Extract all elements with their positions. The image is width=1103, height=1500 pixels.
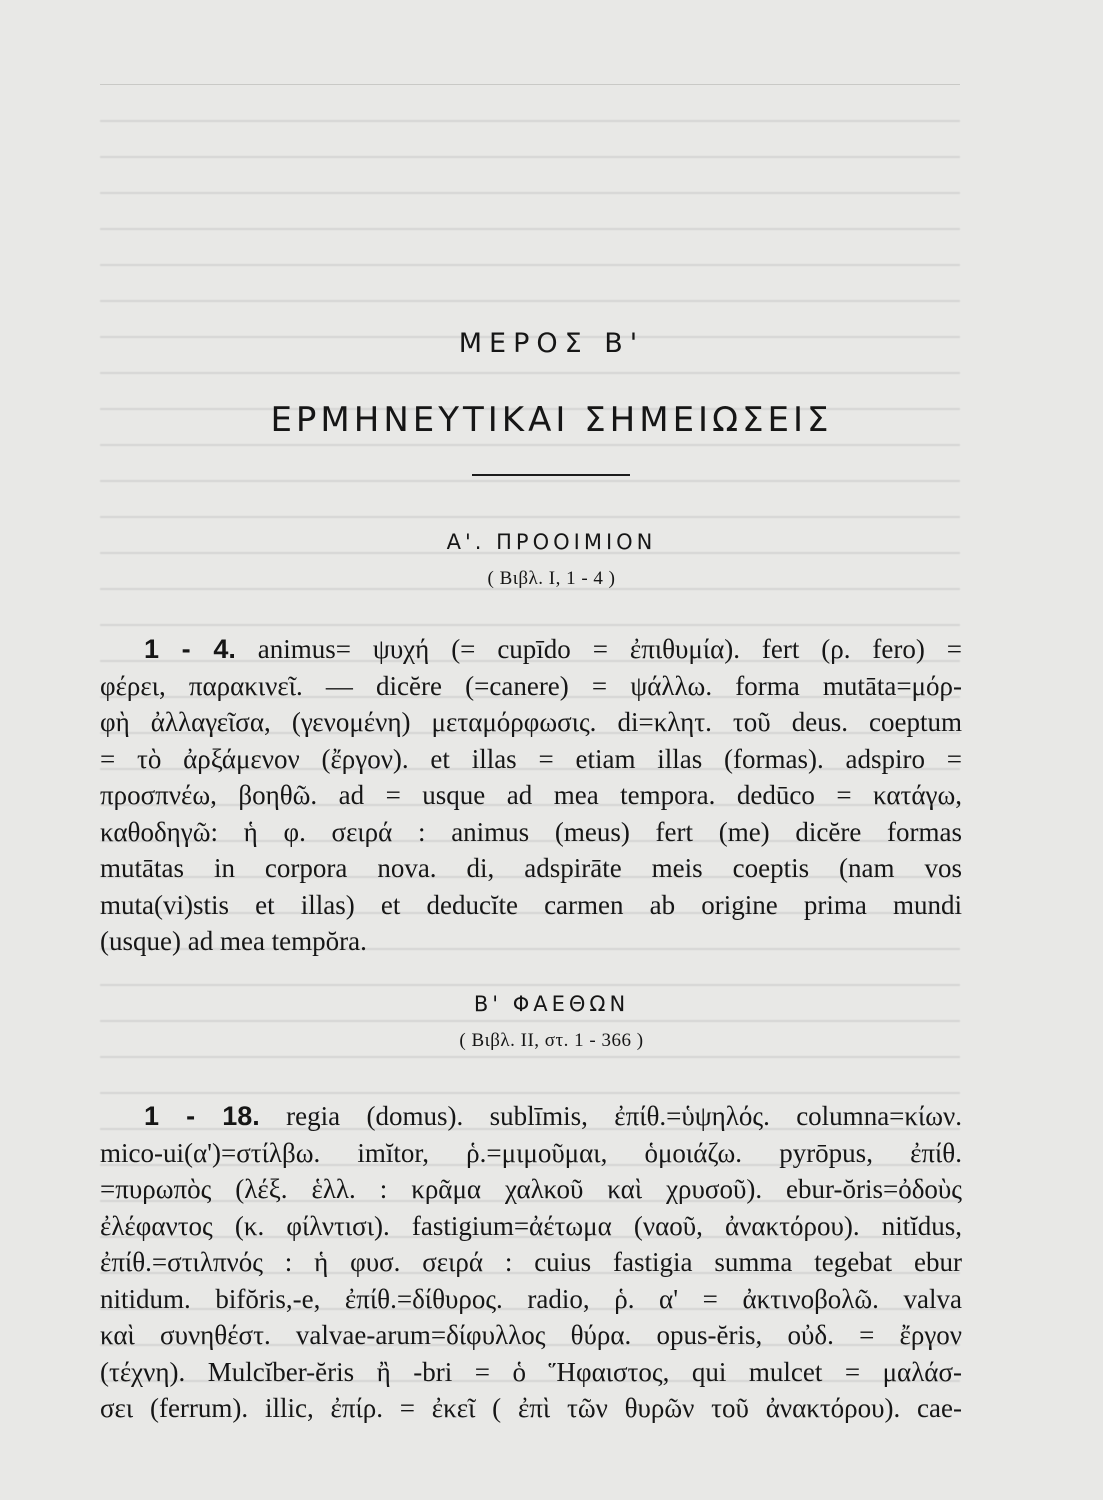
entry-line: φὴ ἀλλαγεῖσα, (γενομένη) μεταμόρφωσις. di=κλητ. τοῦ deus. coeptum: [100, 707, 962, 737]
entry-number: 1 - 18.: [144, 1101, 260, 1131]
entry-line: =πυρωπὸς (λέξ. ἑλλ. : κρᾶμα χαλκοῦ καὶ χρυσοῦ). ebur-ŏris=ὀδοὺς: [100, 1174, 962, 1204]
entry-1-4: [100, 631, 962, 960]
entry-line: φέρει, παρακινεῖ. — dicĕre (=canere) = ψάλλω. forma mutāta=μόρ-: [100, 670, 962, 701]
entry-line: καὶ συνηθέστ. valvae-arum=δίφυλλος θύρα. opus-ĕris, οὐδ. = ἔργον: [100, 1320, 962, 1350]
entry-line: = τὸ ἀρξάμενον (ἔργον). et illas = etiam illas (formas). adspiro =: [100, 743, 962, 774]
entry-line: mutātas in corpora nova. di, adspirāte meis coeptis (nam vos: [100, 853, 962, 883]
entry-1-18: [100, 1098, 962, 1427]
section-reference-phaethon: ( Βιβλ. ΙΙ, στ. 1 - 366 ): [459, 1030, 644, 1051]
section-heading-prooimion: Α'. ΠΡΟΟΙΜΙΟΝ: [446, 530, 657, 554]
entry-line: ἐλέφαντος (κ. φίλντισι). fastigium=ἀέτωμα (ναοῦ, ἀνακτόρου). nitĭdus,: [100, 1210, 962, 1241]
section-reference-prooimion: ( Βιβλ. Ι, 1 - 4 ): [487, 568, 616, 589]
entry-line: (usque) ad mea tempŏra.: [100, 926, 367, 956]
entry-line: 1 - 4. animus= ψυχή (= cupīdo = ἐπιθυμία). fert (ρ. fero) =: [144, 634, 962, 664]
entry-line: muta(vi)stis et illas) et deducĭte carmen ab origine prima mundi: [100, 889, 962, 920]
entry-line: 1 - 18. regia (domus). sublīmis, ἐπίθ.=ὑψηλός. columna=κίων.: [144, 1101, 962, 1131]
entry-line: (τέχνη). Mulcĭber-ĕris ἢ -bri = ὁ Ἥφαιστος, qui mulcet = μαλάσ-: [100, 1356, 962, 1387]
entry-line: προσπνέω, βοηθῶ. ad = usque ad mea tempora. dedūco = κατάγω,: [100, 780, 962, 810]
running-head-rule: [100, 84, 960, 85]
entry-line: nitidum. bifŏris,-e, ἐπίθ.=δίθυρος. radio, ῥ. α' = ἀκτινοβολῶ. valva: [100, 1283, 962, 1314]
title-rule: [472, 474, 630, 476]
entry-line: καθοδηγῶ: ἡ φ. σειρά : animus (meus) fert (me) dicĕre formas: [100, 816, 962, 847]
entry-line: mico-ui(α')=στίλβω. imĭtor, ῥ.=μιμοῦμαι, ὁμοιάζω. pyrōpus, ἐπίθ.: [100, 1137, 962, 1168]
entry-line: σει (ferrum). illic, ἐπίρ. = ἐκεῖ ( ἐπὶ τῶν θυρῶν τοῦ ἀνακτόρου). cae-: [100, 1393, 962, 1423]
entry-line: ἐπίθ.=στιλπνός : ἡ φυσ. σειρά : cuius fastigia summa tegebat ebur: [100, 1247, 962, 1277]
part-title: ΜΕΡΟΣ Β': [458, 328, 645, 359]
main-title: ΕΡΜΗΝΕΥΤΙΚΑΙ ΣΗΜΕΙΩΣΕΙΣ: [270, 400, 833, 440]
entry-number: 1 - 4.: [144, 634, 236, 664]
section-heading-phaethon: Β' ΦΑΕΘΩΝ: [473, 992, 630, 1016]
